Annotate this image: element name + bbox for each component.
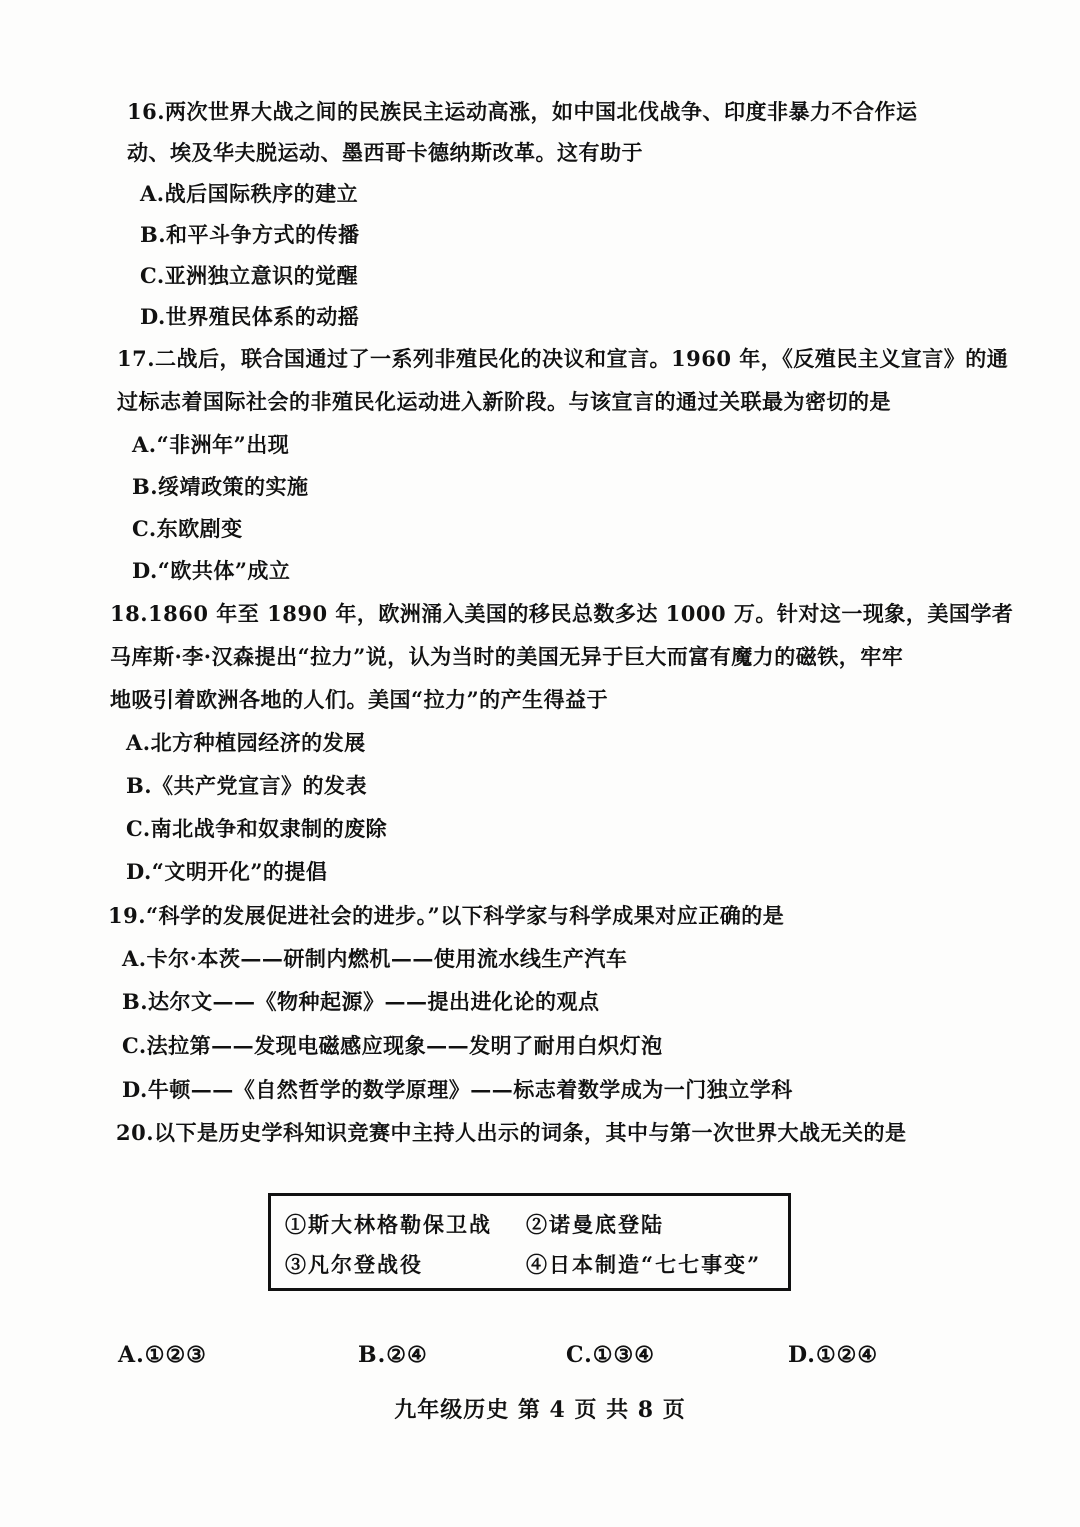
q17-stem-line-2: 过标志着国际社会的非殖民化运动进入新阶段。与该宣言的通过关联最为密切的是 bbox=[117, 389, 891, 414]
q20-option-a: A.①②③ bbox=[118, 1342, 207, 1368]
q20-term-2: ②诺曼底登陆 bbox=[526, 1212, 664, 1237]
q18-option-a: A.北方种植园经济的发展 bbox=[126, 730, 366, 755]
q18-option-b: B.《共产党宣言》的发表 bbox=[126, 773, 368, 798]
q17-stem-line-1: 17.二战后，联合国通过了一系列非殖民化的决议和宣言。1960 年，《反殖民主义宣言》的通 bbox=[117, 346, 1009, 371]
q16-option-c: C.亚洲独立意识的觉醒 bbox=[140, 263, 359, 288]
q16-option-b: B.和平斗争方式的传播 bbox=[140, 222, 360, 247]
q20-option-b: B.②④ bbox=[358, 1342, 428, 1368]
page-footer: 九年级历史 第 4 页 共 8 页 bbox=[394, 1397, 686, 1423]
q18-stem-line-1: 18.1860 年至 1890 年，欧洲涌入美国的移民总数多达 1000 万。针对这一现象，美国学者 bbox=[110, 601, 1014, 626]
q20-term-4: ④日本制造“七七事变” bbox=[526, 1252, 762, 1277]
q19-option-a: A.卡尔·本茨——研制内燃机——使用流水线生产汽车 bbox=[122, 946, 628, 971]
q20-stem-line-1: 20.以下是历史学科知识竞赛中主持人出示的词条，其中与第一次世界大战无关的是 bbox=[116, 1120, 907, 1145]
q16-option-d: D.世界殖民体系的动摇 bbox=[140, 304, 360, 329]
q18-stem-line-2: 马库斯·李·汉森提出“拉力”说，认为当时的美国无异于巨大而富有魔力的磁铁，牢牢 bbox=[110, 644, 904, 669]
q18-stem-line-3: 地吸引着欧洲各地的人们。美国“拉力”的产生得益于 bbox=[110, 687, 609, 712]
q17-option-d: D.“欧共体”成立 bbox=[132, 558, 291, 583]
q16-stem-line-1: 16.两次世界大战之间的民族民主运动高涨，如中国北伐战争、印度非暴力不合作运 bbox=[127, 99, 918, 124]
q19-option-d: D.牛顿——《自然哲学的数学原理》——标志着数学成为一门独立学科 bbox=[122, 1077, 793, 1102]
q18-option-d: D.“文明开化”的提倡 bbox=[126, 859, 328, 884]
q20-option-d: D.①②④ bbox=[788, 1342, 879, 1368]
q20-option-c: C.①③④ bbox=[566, 1342, 655, 1368]
q20-term-3: ③凡尔登战役 bbox=[285, 1252, 423, 1277]
q18-option-c: C.南北战争和奴隶制的废除 bbox=[126, 816, 388, 841]
q19-option-c: C.法拉第——发现电磁感应现象——发明了耐用白炽灯泡 bbox=[122, 1033, 663, 1058]
q20-term-1: ①斯大林格勒保卫战 bbox=[285, 1212, 492, 1237]
q19-option-b: B.达尔文——《物种起源》——提出进化论的观点 bbox=[122, 989, 600, 1014]
q16-option-a: A.战后国际秩序的建立 bbox=[140, 181, 359, 206]
q19-stem-line-1: 19.“科学的发展促进社会的进步。”以下科学家与科学成果对应正确的是 bbox=[108, 903, 785, 928]
q16-stem-line-2: 动、埃及华夫脱运动、墨西哥卡德纳斯改革。这有助于 bbox=[127, 140, 643, 165]
q20-term-box bbox=[268, 1193, 791, 1291]
q17-option-a: A.“非洲年”出现 bbox=[132, 432, 290, 457]
q17-option-c: C.东欧剧变 bbox=[132, 516, 243, 541]
q17-option-b: B.绥靖政策的实施 bbox=[132, 474, 309, 499]
